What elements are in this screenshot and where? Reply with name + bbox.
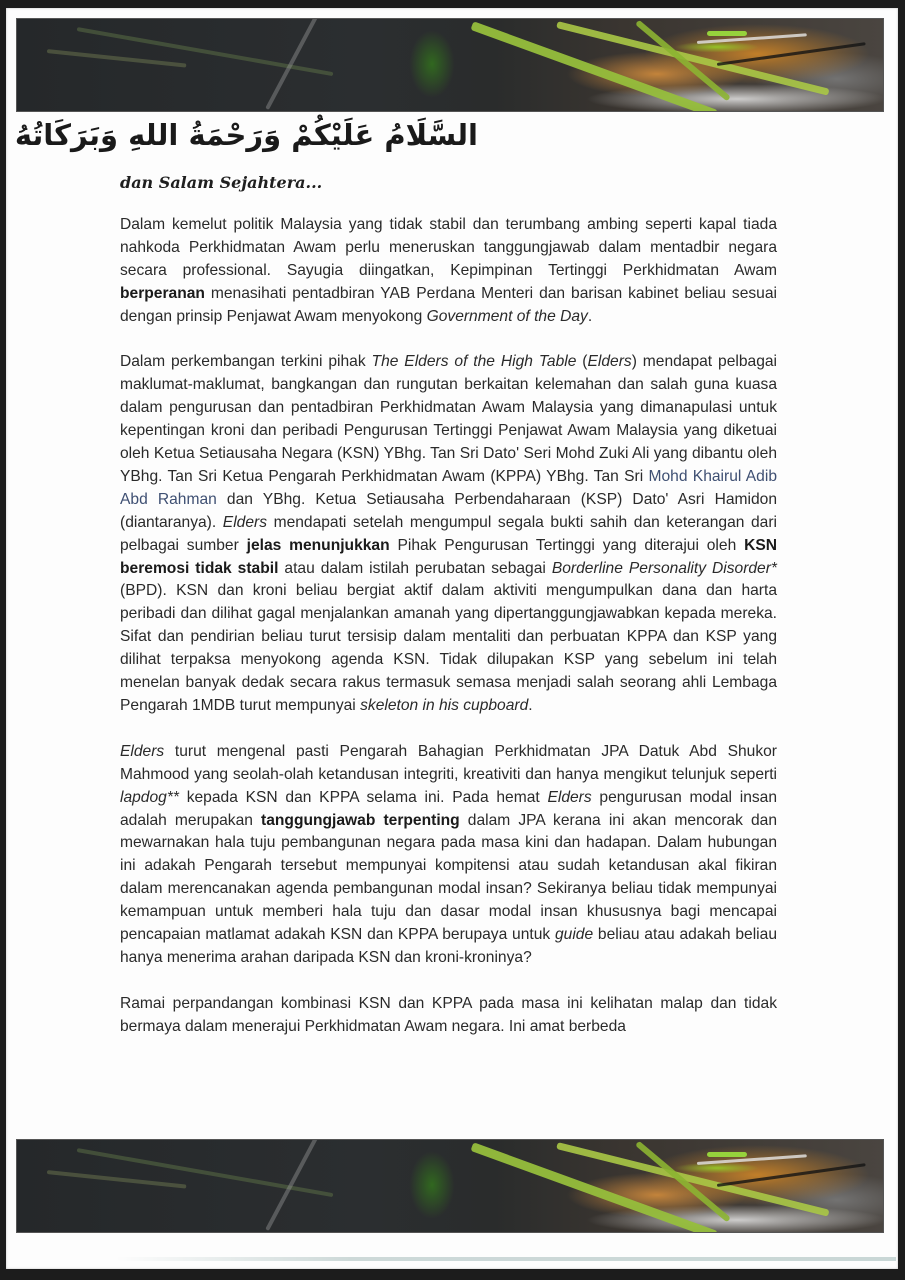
- italic-emphasis: The Elders of the High Table: [371, 353, 577, 371]
- italic-emphasis: skeleton in his cupboard: [360, 697, 529, 715]
- text-run: (BPD). KSN dan kroni beliau bergiat aktif dalam aktiviti mengumpulkan dana dan harta peribadi dan dilihat gagal menjalankan amanah yang dipertanggungjawabkan kepada mereka. Sifat dan pendirian beliau turut tersisip dalam mentaliti dan perbuatan KPPA dan KSP yang dilihat terpaksa menyokong agenda KSN. Tidak dilupakan KSP yang sebelum ini telah menelan banyak dedak secara rakus termasuk semasa menjadi salah seorang ahli Lembaga Pengarah 1MDB turut mempunyai: [120, 582, 777, 715]
- arabic-greeting: السَّلَامُ عَلَيْكُمْ وَرَحْمَةُ اللهِ وَبَرَكَاتُهُ: [14, 118, 478, 152]
- italic-emphasis: Borderline Personality Disorder*: [551, 559, 777, 577]
- text-run: beliau atau adakah beliau hanya menerima arahan daripada KSN dan kroni-kroninya?: [120, 926, 777, 966]
- text-run: dalam JPA kerana ini akan mencorak dan mewarnakan hala tuju pembangunan negara pada masa kini dan hadapan. Dalam hubungan ini adakah Pengarah tersebut mempunyai kompitensi atau sudah ketandusan akal fikiran dalam merencanakan agenda pembangunan modal insan? Sekiranya beliau tidak mempunyai kemampuan untuk memberi hala tuju dan dasar modal insan khususnya bagi mencapai pencapaian matlamat adakah KSN dan KPPA berupaya untuk: [120, 811, 777, 944]
- text-run: mendapati setelah mengumpul segala bukti sahih dan keterangan dari pelbagai sumber: [120, 513, 778, 554]
- italic-emphasis: lapdog**: [120, 788, 179, 806]
- text-run: .: [587, 307, 593, 325]
- tiger-banner-top-icon: [16, 18, 884, 112]
- bold-emphasis: berperanan: [120, 284, 205, 302]
- italic-emphasis: Elders: [120, 742, 165, 760]
- tiger-banner-bottom-icon: [16, 1139, 884, 1233]
- italic-emphasis: guide: [554, 926, 594, 944]
- text-run: (: [576, 353, 588, 371]
- text-run: .: [528, 697, 533, 715]
- text-run: Ramai perpandangan kombinasi KSN dan KPPA pada masa ini kelihatan malap dan tidak bermaya dalam menerajui Perkhidmatan Awam negara. Ini amat berbeda: [120, 994, 777, 1035]
- italic-emphasis: Elders: [222, 513, 267, 531]
- letter-body: [120, 214, 777, 1061]
- italic-emphasis: Government of the Day: [426, 307, 588, 325]
- paragraph-2: [120, 351, 777, 718]
- bold-emphasis: jelas menunjukkan: [246, 536, 390, 554]
- text-run: ) mendapat pelbagai maklumat-maklumat, bangkangan dan rungutan berkaitan kelemahan dan salah guna kuasa dalam pengurusan dan pentadbiran Perkhidmatan Awam Malaysia yang dimanapulasi untuk kepentingan kroni dan peribadi Pengurusan Tertinggi Penjawat Awam Malaysia yang diketuai oleh Ketua Setiausaha Negara (KSN) YBhg. Tan Sri Dato' Seri Mohd Zuki Ali yang dibantu oleh YBhg. Tan Sri Ketua Pengarah Perkhidmatan Awam (KPPA) YBhg. Tan Sri: [120, 353, 777, 485]
- scan-artifact-line: [116, 1257, 896, 1261]
- malay-greeting: dan Salam Sejahtera...: [120, 173, 323, 192]
- highlighted-name: Mohd Khairul Adib Abd Rahman: [120, 467, 777, 508]
- text-run: pengurusan modal insan adalah merupakan: [120, 788, 778, 829]
- text-run: atau dalam istilah perubatan sebagai: [278, 559, 552, 577]
- paragraph-4: [120, 993, 777, 1039]
- text-run: Dalam kemelut politik Malaysia yang tidak stabil dan terumbang ambing seperti kapal tiada nahkoda Perkhidmatan Awam perlu meneruskan tanggungjawab dalam mentadbir negara secara professional. Sayugia diingatkan, Kepimpinan Tertinggi Perkhidmatan Awam: [120, 216, 777, 279]
- text-run: turut mengenal pasti Pengarah Bahagian Perkhidmatan JPA Datuk Abd Shukor Mahmood yang seolah-olah ketandusan integriti, kreativiti dan hanya mengikut telunjuk seperti: [120, 742, 777, 783]
- text-run: kepada KSN dan KPPA selama ini. Pada hemat: [178, 788, 548, 806]
- text-run: Pihak Pengurusan Tertinggi yang diterajui oleh: [389, 536, 745, 554]
- paragraph-3: [120, 741, 777, 970]
- text-run: dan YBhg. Ketua Setiausaha Perbendaharaan (KSP) Dato' Asri Hamidon (diantaranya).: [120, 490, 777, 531]
- bold-emphasis: tanggungjawab terpenting: [261, 811, 460, 829]
- bold-emphasis: KSN beremosi tidak stabil: [120, 536, 777, 577]
- italic-emphasis: Elders: [547, 788, 592, 806]
- text-run: menasihati pentadbiran YAB Perdana Menteri dan barisan kabinet beliau sesuai dengan prinsip Penjawat Awam menyokong: [120, 284, 777, 325]
- paragraph-1: [120, 214, 777, 329]
- document-page: [6, 8, 898, 1269]
- text-run: Dalam perkembangan terkini pihak: [120, 353, 372, 371]
- italic-emphasis: Elders: [587, 353, 632, 371]
